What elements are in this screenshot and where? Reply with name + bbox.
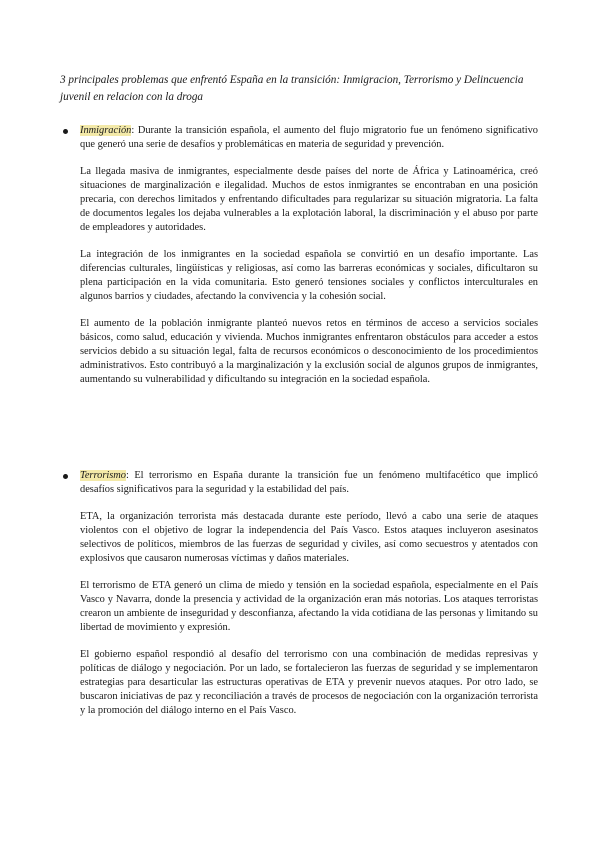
paragraph: El terrorismo de ETA generó un clima de miedo y tensión en la sociedad española, especialmente en el País Vasco y Navarra, donde la presencia y actividad de la organización eran más notorias. Los ataques terroristas crearon un ambiente de inseguridad y desconfianza, afectando la vida cotidiana de las personas y limitando su libertad de movimiento y expresión. [80,580,538,633]
section-lead [63,124,538,152]
section-inmigracion [63,124,538,387]
section-lead [63,469,538,497]
paragraph: La integración de los inmigrantes en la sociedad española se convirtió en un desafío importante. Las diferencias culturales, lingüísticas y religiosas, así como las barreras económicas y sociales, dificultaron su plena participación en la vida comunitaria. Esto generó tensiones sociales y conflictos interculturales en algunos barrios y ciudades, afectando la convivencia y la cohesión social. [80,249,538,302]
paragraph: El gobierno español respondió al desafío del terrorismo con una combinación de medidas represivas y políticas de diálogo y negociación. Por un lado, se fortalecieron las fuerzas de seguridad y se implementaron estrategias para desarticular las estructuras operativas de ETA y prevenir nuevos ataques. Por otro lado, se buscaron iniciativas de paz y reconciliación a través de procesos de negociación con la organización terrorista y la promoción del diálogo interno en el País Vasco. [80,649,538,716]
section-term: Inmigración [80,125,132,136]
paragraph: El aumento de la población inmigrante planteó nuevos retos en términos de acceso a servicios sociales básicos, como salud, educación y vivienda. Muchos inmigrantes enfrentaron obstáculos para acceder a estos servicios debido a su situación legal, falta de recursos económicos o desconocimiento de los procedimientos administrativos. Esto contribuyó a la marginalización y la exclusión social de algunos grupos de inmigrantes, aumentando su vulnerabilidad y dificultando su integración en la sociedad española. [80,318,538,385]
section-term: Terrorismo [80,470,127,481]
section-terrorismo [63,469,538,718]
section-lead-text: : Durante la transición española, el aumento del flujo migratorio fue un fenómeno significativo que generó una serie de desafíos y problemáticas en materia de seguridad y prevención. [80,125,538,150]
bullet-icon [63,129,68,134]
document-title: 3 principales problemas que enfrentó España en la transición: Inmigracion, Terrorismo y Delincuencia juvenil en relacion con la droga [60,74,524,103]
bullet-icon [63,474,68,479]
section-lead-text: : El terrorismo en España durante la transición fue un fenómeno multifacético que implicó desafíos significativos para la seguridad y la estabilidad del país. [80,470,538,495]
paragraph: La llegada masiva de inmigrantes, especialmente desde países del norte de África y Latinoamérica, creó situaciones de marginalización e ilegalidad. Muchos de estos inmigrantes se encontraban en una posición precaria, con derechos limitados y enfrentando dificultades para regularizar su situación migratoria. La falta de documentos legales los dejaba vulnerables a la explotación laboral, la discriminación y el abuso por parte de empleadores y autoridades. [80,166,538,233]
paragraph: ETA, la organización terrorista más destacada durante este período, llevó a cabo una serie de ataques violentos con el objetivo de lograr la independencia del País Vasco. Estos ataques incluyeron asesinatos selectivos de políticos, miembros de las fuerzas de seguridad y civiles, así como secuestros y atentados con explosivos que causaron numerosas víctimas y daños materiales. [80,511,538,564]
